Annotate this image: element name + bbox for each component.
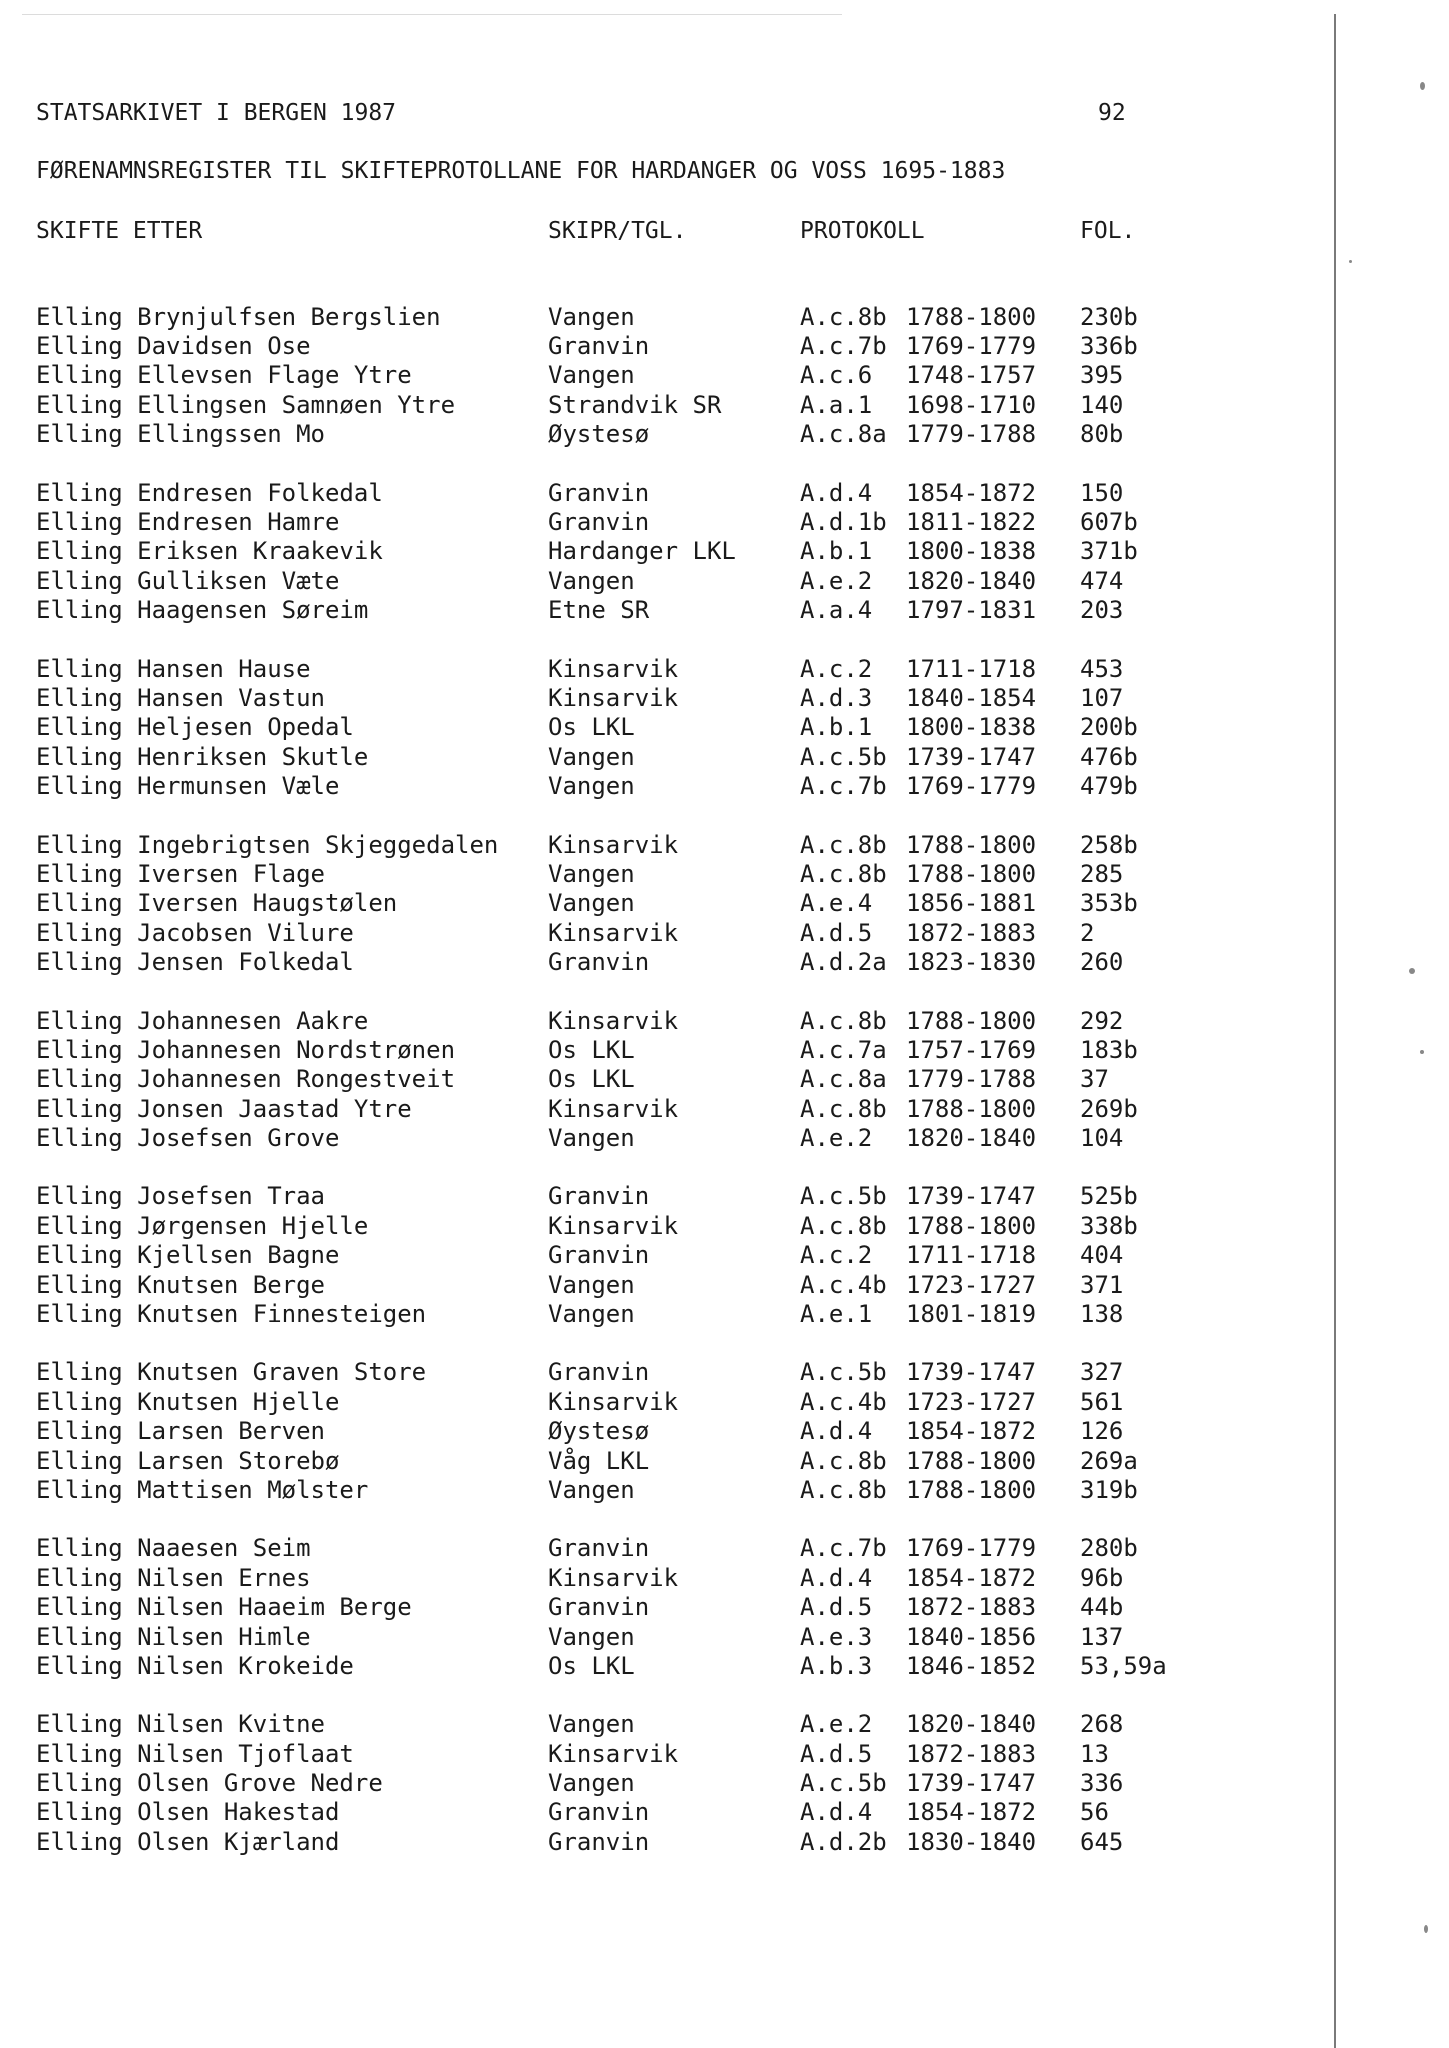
entry-name: Elling Ingebrigtsen Skjeggedalen [36, 830, 499, 859]
table-row [36, 1035, 1316, 1064]
entry-protocol: A.d.2a [800, 948, 887, 977]
entry-court: Os LKL [548, 713, 635, 742]
entry-protocol: A.d.5 [800, 1593, 873, 1622]
entry-protocol: A.d.4 [800, 1417, 873, 1446]
entry-group [36, 1710, 1316, 1857]
entry-years: 1788-1800 [906, 302, 1037, 331]
entry-court: Granvin [548, 1593, 650, 1622]
scan-speck [1420, 82, 1425, 90]
entry-years: 1748-1757 [906, 361, 1037, 390]
entry-name: Elling Eriksen Kraakevik [36, 537, 383, 566]
table-row [36, 1123, 1316, 1152]
entry-name: Elling Hermunsen Væle [36, 772, 340, 801]
entry-court: Granvin [548, 332, 650, 361]
entry-years: 1801-1819 [906, 1300, 1037, 1329]
entry-protocol: A.c.4b [800, 1270, 887, 1299]
table-row [36, 1211, 1316, 1240]
entry-years: 1788-1800 [906, 1006, 1037, 1035]
entry-name: Elling Naaesen Seim [36, 1534, 311, 1563]
entry-protocol: A.c.8b [800, 302, 887, 331]
entry-name: Elling Endresen Hamre [36, 508, 340, 537]
entry-name: Elling Hansen Hause [36, 654, 311, 683]
entry-group [36, 1182, 1316, 1329]
entry-folio: 338b [1080, 1211, 1138, 1240]
entry-years: 1723-1727 [906, 1270, 1037, 1299]
entry-folio: 80b [1080, 420, 1124, 449]
page-number: 92 [1098, 100, 1126, 126]
table-row [36, 537, 1316, 566]
entry-name: Elling Ellingssen Mo [36, 420, 325, 449]
page-edge-line [1334, 14, 1336, 2048]
entry-years: 1788-1800 [906, 1475, 1037, 1504]
entry-name: Elling Haagensen Søreim [36, 596, 369, 625]
entry-years: 1788-1800 [906, 1094, 1037, 1123]
entry-group [36, 654, 1316, 801]
table-row [36, 420, 1316, 449]
entry-protocol: A.d.4 [800, 1563, 873, 1592]
entry-folio: 319b [1080, 1475, 1138, 1504]
entry-folio: 13 [1080, 1739, 1109, 1768]
entry-years: 1723-1727 [906, 1387, 1037, 1416]
scan-speck [1420, 1050, 1424, 1054]
entry-years: 1830-1840 [906, 1827, 1037, 1856]
entry-years: 1788-1800 [906, 830, 1037, 859]
register-title: FØRENAMNSREGISTER TIL SKIFTEPROTOLLANE FOR HARDANGER OG VOSS 1695-1883 [36, 158, 1006, 184]
table-row [36, 742, 1316, 771]
entry-court: Granvin [548, 948, 650, 977]
table-row [36, 1827, 1316, 1856]
entry-protocol: A.c.8b [800, 1475, 887, 1504]
entry-name: Elling Olsen Grove Nedre [36, 1769, 383, 1798]
table-row [36, 713, 1316, 742]
entry-name: Elling Johannesen Aakre [36, 1006, 369, 1035]
entry-court: Vangen [548, 1710, 635, 1739]
entry-folio: 258b [1080, 830, 1138, 859]
entry-name: Elling Iversen Flage [36, 859, 325, 888]
entry-name: Elling Nilsen Tjoflaat [36, 1739, 354, 1768]
entry-folio: 183b [1080, 1035, 1138, 1064]
entry-name: Elling Knutsen Hjelle [36, 1387, 340, 1416]
entry-court: Kinsarvik [548, 1006, 679, 1035]
entry-name: Elling Olsen Hakestad [36, 1798, 340, 1827]
entry-protocol: A.c.8b [800, 859, 887, 888]
entry-years: 1739-1747 [906, 1358, 1037, 1387]
entry-protocol: A.c.5b [800, 1769, 887, 1798]
entry-folio: 44b [1080, 1593, 1124, 1622]
scan-speck [1424, 1925, 1428, 1933]
entry-years: 1820-1840 [906, 1710, 1037, 1739]
entry-name: Elling Kjellsen Bagne [36, 1241, 340, 1270]
scan-speck [1349, 260, 1352, 263]
entry-name: Elling Knutsen Berge [36, 1270, 325, 1299]
entry-years: 1788-1800 [906, 859, 1037, 888]
entry-protocol: A.c.8b [800, 830, 887, 859]
entry-protocol: A.c.8b [800, 1094, 887, 1123]
entry-name: Elling Nilsen Kvitne [36, 1710, 325, 1739]
table-row [36, 947, 1316, 976]
entry-years: 1872-1883 [906, 1593, 1037, 1622]
entry-protocol: A.d.5 [800, 1739, 873, 1768]
table-row [36, 918, 1316, 947]
entry-court: Vangen [548, 772, 635, 801]
entry-protocol: A.c.7b [800, 1534, 887, 1563]
entry-protocol: A.c.5b [800, 1358, 887, 1387]
table-row [36, 1739, 1316, 1768]
entry-court: Os LKL [548, 1651, 635, 1680]
entry-court: Hardanger LKL [548, 537, 736, 566]
entry-protocol: A.c.7a [800, 1035, 887, 1064]
table-row [36, 1798, 1316, 1827]
entry-years: 1788-1800 [906, 1446, 1037, 1475]
entry-protocol: A.c.7b [800, 772, 887, 801]
entry-group [36, 1534, 1316, 1681]
table-row [36, 1475, 1316, 1504]
table-row [36, 1006, 1316, 1035]
entry-court: Vangen [548, 889, 635, 918]
entry-name: Elling Larsen Berven [36, 1417, 325, 1446]
entry-folio: 353b [1080, 889, 1138, 918]
entry-folio: 96b [1080, 1563, 1124, 1592]
entry-protocol: A.d.4 [800, 1798, 873, 1827]
top-rule [22, 14, 842, 15]
entry-court: Os LKL [548, 1065, 635, 1094]
entry-folio: 2 [1080, 918, 1095, 947]
entry-court: Våg LKL [548, 1446, 650, 1475]
table-row [36, 1182, 1316, 1211]
entry-name: Elling Nilsen Himle [36, 1622, 311, 1651]
table-row [36, 1768, 1316, 1797]
entry-protocol: A.d.3 [800, 683, 873, 712]
entry-court: Vangen [548, 742, 635, 771]
entry-years: 1769-1779 [906, 1534, 1037, 1563]
entry-years: 1811-1822 [906, 508, 1037, 537]
entry-years: 1698-1710 [906, 390, 1037, 419]
entry-folio: 260 [1080, 948, 1124, 977]
entry-court: Kinsarvik [548, 1387, 679, 1416]
entry-court: Vangen [548, 361, 635, 390]
table-row [36, 1094, 1316, 1123]
entry-protocol: A.e.2 [800, 1710, 873, 1739]
entry-court: Kinsarvik [548, 683, 679, 712]
entry-years: 1854-1872 [906, 1798, 1037, 1827]
table-row [36, 1270, 1316, 1299]
entry-court: Vangen [548, 1622, 635, 1651]
entry-years: 1757-1769 [906, 1035, 1037, 1064]
entry-folio: 327 [1080, 1358, 1124, 1387]
column-header-court: SKIPR/TGL. [548, 218, 687, 244]
table-row [36, 478, 1316, 507]
entry-folio: 336 [1080, 1769, 1124, 1798]
table-row [36, 302, 1316, 331]
entry-court: Vangen [548, 1124, 635, 1153]
entry-name: Elling Jonsen Jaastad Ytre [36, 1094, 412, 1123]
entry-folio: 150 [1080, 478, 1124, 507]
entry-years: 1711-1718 [906, 654, 1037, 683]
entry-name: Elling Davidsen Ose [36, 332, 311, 361]
entry-name: Elling Mattisen Mølster [36, 1475, 369, 1504]
entry-court: Kinsarvik [548, 654, 679, 683]
entry-court: Kinsarvik [548, 1563, 679, 1592]
entry-court: Kinsarvik [548, 1739, 679, 1768]
entry-court: Vangen [548, 1769, 635, 1798]
entry-protocol: A.c.6 [800, 361, 873, 390]
entry-years: 1797-1831 [906, 596, 1037, 625]
archive-header: STATSARKIVET I BERGEN 1987 [36, 100, 397, 126]
table-row [36, 1651, 1316, 1680]
entry-folio: 607b [1080, 508, 1138, 537]
entry-folio: 453 [1080, 654, 1124, 683]
table-row [36, 683, 1316, 712]
entry-years: 1854-1872 [906, 478, 1037, 507]
entry-name: Elling Olsen Kjærland [36, 1827, 340, 1856]
table-row [36, 1534, 1316, 1563]
entry-protocol: A.c.8b [800, 1446, 887, 1475]
entry-court: Granvin [548, 508, 650, 537]
entry-name: Elling Josefsen Traa [36, 1182, 325, 1211]
table-row [36, 361, 1316, 390]
entry-court: Etne SR [548, 596, 650, 625]
entry-name: Elling Nilsen Haaeim Berge [36, 1593, 412, 1622]
entry-group [36, 302, 1316, 449]
entry-folio: 268 [1080, 1710, 1124, 1739]
entry-protocol: A.c.5b [800, 1182, 887, 1211]
column-header-folio: FOL. [1080, 218, 1136, 244]
entry-years: 1823-1830 [906, 948, 1037, 977]
entry-years: 1739-1747 [906, 1769, 1037, 1798]
entry-years: 1779-1788 [906, 420, 1037, 449]
entry-protocol: A.a.1 [800, 390, 873, 419]
entry-protocol: A.c.5b [800, 742, 887, 771]
entry-years: 1769-1779 [906, 772, 1037, 801]
entry-name: Elling Ellevsen Flage Ytre [36, 361, 412, 390]
entry-folio: 203 [1080, 596, 1124, 625]
entry-name: Elling Ellingsen Samnøen Ytre [36, 390, 456, 419]
entry-protocol: A.d.2b [800, 1827, 887, 1856]
entry-folio: 53,59a [1080, 1651, 1167, 1680]
entry-folio: 371 [1080, 1270, 1124, 1299]
table-row [36, 566, 1316, 595]
register-entries [36, 302, 1316, 1886]
table-row [36, 390, 1316, 419]
entry-name: Elling Knutsen Graven Store [36, 1358, 427, 1387]
entry-protocol: A.e.2 [800, 1124, 873, 1153]
entry-folio: 269a [1080, 1446, 1138, 1475]
entry-protocol: A.b.1 [800, 537, 873, 566]
entry-name: Elling Johannesen Nordstrønen [36, 1035, 456, 1064]
entry-protocol: A.c.8b [800, 1211, 887, 1240]
entry-years: 1840-1854 [906, 683, 1037, 712]
entry-court: Os LKL [548, 1035, 635, 1064]
entry-folio: 137 [1080, 1622, 1124, 1651]
table-row [36, 1622, 1316, 1651]
entry-folio: 230b [1080, 302, 1138, 331]
entry-years: 1840-1856 [906, 1622, 1037, 1651]
entry-court: Granvin [548, 478, 650, 507]
entry-folio: 104 [1080, 1124, 1124, 1153]
entry-years: 1788-1800 [906, 1211, 1037, 1240]
table-row [36, 771, 1316, 800]
entry-court: Vangen [548, 566, 635, 595]
entry-name: Elling Endresen Folkedal [36, 478, 383, 507]
entry-name: Elling Brynjulfsen Bergslien [36, 302, 441, 331]
entry-folio: 37 [1080, 1065, 1109, 1094]
entry-years: 1820-1840 [906, 566, 1037, 595]
entry-years: 1872-1883 [906, 918, 1037, 947]
entry-folio: 138 [1080, 1300, 1124, 1329]
entry-court: Kinsarvik [548, 1094, 679, 1123]
entry-court: Vangen [548, 302, 635, 331]
table-row [36, 1387, 1316, 1416]
entry-years: 1711-1718 [906, 1241, 1037, 1270]
entry-folio: 371b [1080, 537, 1138, 566]
table-row [36, 1563, 1316, 1592]
entry-group [36, 1358, 1316, 1505]
entry-years: 1872-1883 [906, 1739, 1037, 1768]
entry-court: Granvin [548, 1182, 650, 1211]
entry-protocol: A.c.2 [800, 654, 873, 683]
entry-group [36, 830, 1316, 977]
entry-years: 1854-1872 [906, 1417, 1037, 1446]
entry-court: Vangen [548, 1475, 635, 1504]
entry-court: Granvin [548, 1827, 650, 1856]
entry-years: 1856-1881 [906, 889, 1037, 918]
entry-years: 1739-1747 [906, 1182, 1037, 1211]
table-row [36, 1241, 1316, 1270]
table-row [36, 1592, 1316, 1621]
entry-folio: 56 [1080, 1798, 1109, 1827]
entry-court: Kinsarvik [548, 1211, 679, 1240]
entry-protocol: A.d.1b [800, 508, 887, 537]
entry-court: Granvin [548, 1358, 650, 1387]
entry-years: 1800-1838 [906, 713, 1037, 742]
entry-folio: 200b [1080, 713, 1138, 742]
table-row [36, 507, 1316, 536]
entry-protocol: A.c.7b [800, 332, 887, 361]
table-row [36, 830, 1316, 859]
entry-court: Granvin [548, 1798, 650, 1827]
entry-court: Granvin [548, 1534, 650, 1563]
entry-folio: 126 [1080, 1417, 1124, 1446]
entry-protocol: A.b.1 [800, 713, 873, 742]
entry-protocol: A.b.3 [800, 1651, 873, 1680]
entry-folio: 395 [1080, 361, 1124, 390]
entry-protocol: A.c.4b [800, 1387, 887, 1416]
entry-years: 1846-1852 [906, 1651, 1037, 1680]
entry-protocol: A.e.3 [800, 1622, 873, 1651]
entry-protocol: A.c.8a [800, 1065, 887, 1094]
entry-name: Elling Josefsen Grove [36, 1124, 340, 1153]
entry-folio: 404 [1080, 1241, 1124, 1270]
entry-name: Elling Hansen Vastun [36, 683, 325, 712]
entry-court: Kinsarvik [548, 830, 679, 859]
entry-name: Elling Jensen Folkedal [36, 948, 354, 977]
entry-name: Elling Jacobsen Vilure [36, 918, 354, 947]
table-row [36, 889, 1316, 918]
entry-protocol: A.c.2 [800, 1241, 873, 1270]
entry-court: Vangen [548, 859, 635, 888]
table-row [36, 1065, 1316, 1094]
table-row [36, 859, 1316, 888]
entry-court: Kinsarvik [548, 918, 679, 947]
entry-protocol: A.d.5 [800, 918, 873, 947]
entry-court: Øystesø [548, 1417, 650, 1446]
entry-folio: 140 [1080, 390, 1124, 419]
table-row [36, 1417, 1316, 1446]
entry-name: Elling Nilsen Ernes [36, 1563, 311, 1592]
entry-folio: 280b [1080, 1534, 1138, 1563]
entry-group [36, 1006, 1316, 1153]
entry-protocol: A.e.2 [800, 566, 873, 595]
table-row [36, 1299, 1316, 1328]
entry-court: Strandvik SR [548, 390, 722, 419]
entry-protocol: A.d.4 [800, 478, 873, 507]
entry-years: 1779-1788 [906, 1065, 1037, 1094]
entry-protocol: A.c.8b [800, 1006, 887, 1035]
entry-folio: 476b [1080, 742, 1138, 771]
entry-name: Elling Johannesen Rongestveit [36, 1065, 456, 1094]
entry-folio: 474 [1080, 566, 1124, 595]
entry-years: 1854-1872 [906, 1563, 1037, 1592]
entry-folio: 285 [1080, 859, 1124, 888]
scan-speck [1409, 968, 1415, 974]
entry-folio: 525b [1080, 1182, 1138, 1211]
entry-years: 1769-1779 [906, 332, 1037, 361]
entry-folio: 269b [1080, 1094, 1138, 1123]
entry-folio: 292 [1080, 1006, 1124, 1035]
entry-years: 1800-1838 [906, 537, 1037, 566]
entry-name: Elling Nilsen Krokeide [36, 1651, 354, 1680]
entry-name: Elling Jørgensen Hjelle [36, 1211, 369, 1240]
table-row [36, 654, 1316, 683]
entry-years: 1820-1840 [906, 1124, 1037, 1153]
column-header-protocol: PROTOKOLL [800, 218, 925, 244]
entry-court: Vangen [548, 1270, 635, 1299]
entry-protocol: A.e.1 [800, 1300, 873, 1329]
table-row [36, 1446, 1316, 1475]
entry-folio: 645 [1080, 1827, 1124, 1856]
entry-folio: 479b [1080, 772, 1138, 801]
entry-name: Elling Henriksen Skutle [36, 742, 369, 771]
table-row [36, 1710, 1316, 1739]
entry-name: Elling Iversen Haugstølen [36, 889, 398, 918]
entry-protocol: A.c.8a [800, 420, 887, 449]
entry-court: Øystesø [548, 420, 650, 449]
column-header-name: SKIFTE ETTER [36, 218, 203, 244]
entry-name: Elling Gulliksen Væte [36, 566, 340, 595]
entry-name: Elling Heljesen Opedal [36, 713, 354, 742]
table-row [36, 1358, 1316, 1387]
entry-protocol: A.e.4 [800, 889, 873, 918]
entry-folio: 336b [1080, 332, 1138, 361]
entry-court: Granvin [548, 1241, 650, 1270]
entry-folio: 107 [1080, 683, 1124, 712]
entry-protocol: A.a.4 [800, 596, 873, 625]
table-row [36, 331, 1316, 360]
entry-years: 1739-1747 [906, 742, 1037, 771]
entry-folio: 561 [1080, 1387, 1124, 1416]
entry-group [36, 478, 1316, 625]
entry-court: Vangen [548, 1300, 635, 1329]
table-row [36, 596, 1316, 625]
entry-name: Elling Larsen Storebø [36, 1446, 340, 1475]
entry-name: Elling Knutsen Finnesteigen [36, 1300, 427, 1329]
